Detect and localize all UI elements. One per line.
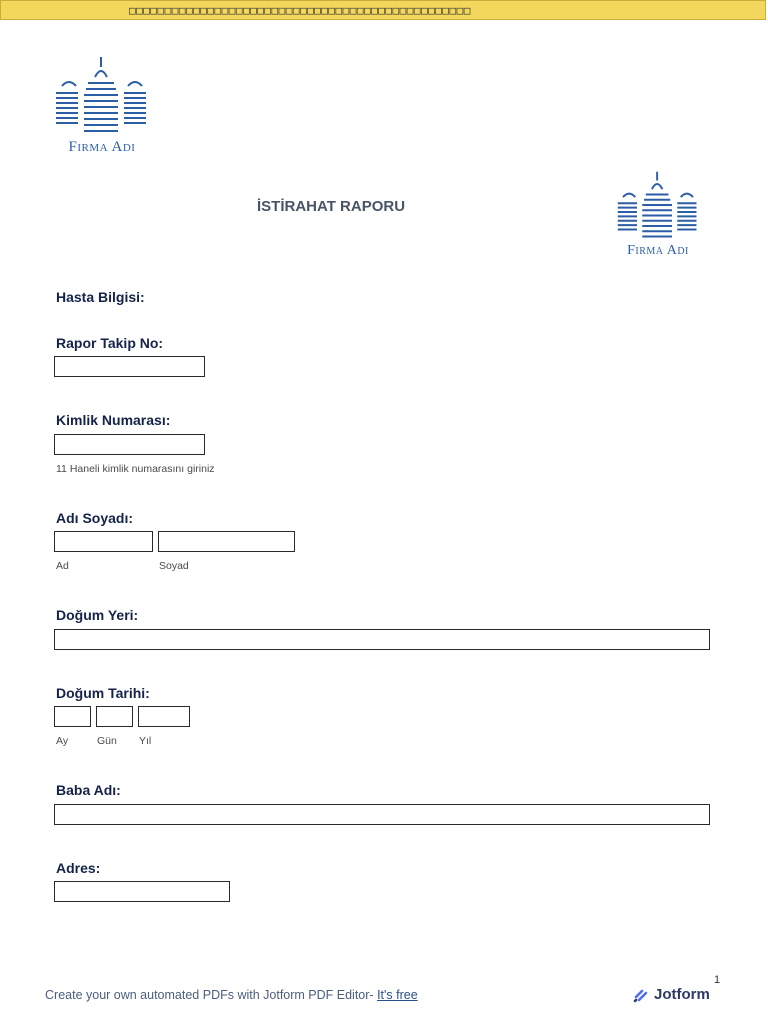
- birth-day-hint: Gün: [97, 735, 117, 747]
- first-name-field[interactable]: [54, 531, 153, 552]
- father-name-field[interactable]: [54, 804, 710, 825]
- logo-brand-text: Firma Adı: [627, 243, 689, 258]
- patient-info-heading: Hasta Bilgisi:: [56, 289, 145, 305]
- page-number: 1: [714, 974, 721, 986]
- father-name-label: Baba Adı:: [56, 782, 121, 798]
- report-no-label: Rapor Takip No:: [56, 335, 164, 351]
- banner-text: □□□□□□□□□□□□□□□□□□□□□□□□□□□□□□□□□□□□□□□□□□□□□□□□: [129, 4, 471, 17]
- logo-brand-text: Firma Adı: [68, 139, 136, 155]
- birth-day-field[interactable]: [96, 706, 133, 727]
- last-name-field[interactable]: [158, 531, 295, 552]
- address-label: Adres:: [56, 860, 101, 876]
- birthdate-label: Doğum Tarihi:: [56, 685, 150, 701]
- last-name-hint: Soyad: [159, 560, 189, 572]
- company-logo-secondary: [614, 170, 702, 259]
- jotform-brand[interactable]: [633, 986, 710, 1003]
- its-free-link[interactable]: It's free: [377, 988, 418, 1002]
- footer-promo: [45, 988, 418, 1002]
- id-number-hint: 11 Haneli kimlik numarasını giriniz: [56, 463, 215, 475]
- birth-month-field[interactable]: [54, 706, 91, 727]
- birth-month-hint: Ay: [56, 735, 69, 747]
- address-field[interactable]: [54, 881, 230, 902]
- birth-year-hint: Yıl: [139, 735, 152, 747]
- report-no-field[interactable]: [54, 356, 205, 377]
- birthplace-field[interactable]: [54, 629, 710, 650]
- birthplace-label: Doğum Yeri:: [56, 607, 139, 623]
- birth-year-field[interactable]: [138, 706, 190, 727]
- jotform-logo-icon: [633, 987, 649, 1003]
- id-number-field[interactable]: [54, 434, 205, 455]
- buildings-logo-icon: [52, 55, 152, 135]
- first-name-hint: Ad: [56, 560, 69, 572]
- company-logo: [52, 55, 152, 156]
- id-number-label: Kimlik Numarası:: [56, 412, 171, 428]
- notice-banner: [0, 0, 766, 20]
- buildings-logo-icon: [614, 170, 702, 240]
- jotform-brand-text: Jotform: [654, 986, 710, 1003]
- footer-promo-text: Create your own automated PDFs with Jotform PDF Editor-: [45, 988, 378, 1002]
- document-title: İSTİRAHAT RAPORU: [257, 198, 406, 215]
- full-name-label: Adı Soyadı:: [56, 510, 134, 526]
